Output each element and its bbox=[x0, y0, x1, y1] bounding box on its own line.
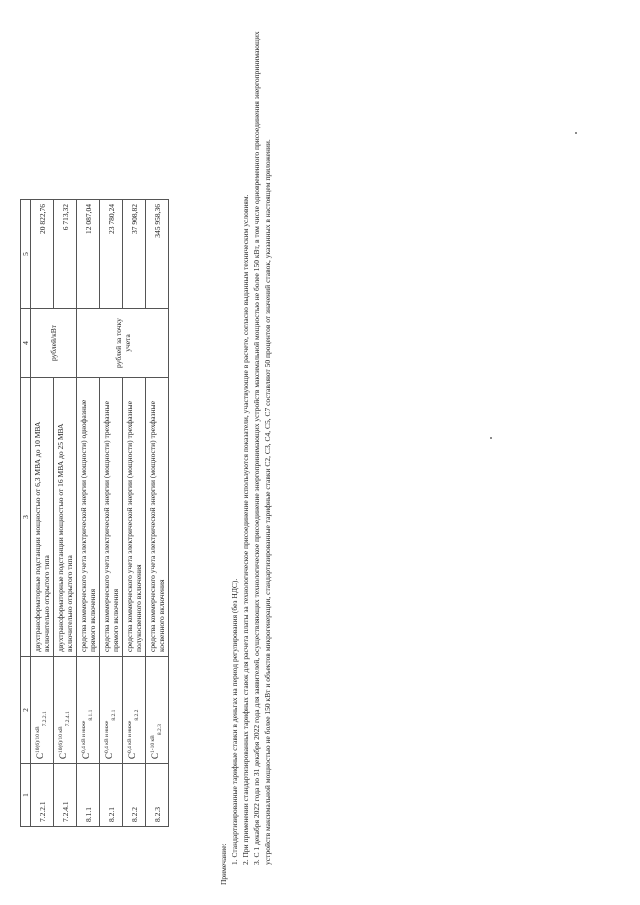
rate-symbol: $C^{10(6)/10 кВ}_{7.2.2.1}$ bbox=[31, 657, 54, 764]
row-value: 23 780,24 bbox=[100, 200, 123, 309]
table-row bbox=[146, 200, 169, 827]
rate-symbol: $C^{10(6)/10 кВ}_{7.2.4.1}$ bbox=[54, 657, 77, 764]
row-code: 8.1.1 bbox=[77, 764, 100, 827]
header-cell: 1 bbox=[21, 764, 31, 827]
rate-symbol: $C^{0,4 кВ и ниже}_{8.2.1}$ bbox=[100, 657, 123, 764]
table-row bbox=[123, 200, 146, 827]
header-cell: 3 bbox=[21, 378, 31, 657]
row-code: 8.2.2 bbox=[123, 764, 146, 827]
row-value: 20 822,76 bbox=[31, 200, 54, 309]
scan-speck bbox=[490, 437, 492, 439]
header-cell: 2 bbox=[21, 657, 31, 764]
row-code: 7.2.4.1 bbox=[54, 764, 77, 827]
row-description: средства коммерческого учета электрической энергии (мощности) трехфазные прямого включения bbox=[100, 378, 123, 657]
note-item: 2. При применении стандартизированных тарифных ставок для расчета платы за технологическое присоединение используются показатели, участвующие в расчете, согласно выданным техническим условиям. bbox=[241, 194, 250, 865]
row-description: двухтрансформаторные подстанции мощностью от 6,3 МВА до 10 МВА включительно открытого типа bbox=[31, 378, 54, 657]
table-row bbox=[54, 200, 77, 827]
row-value: 12 087,04 bbox=[77, 200, 100, 309]
row-code: 8.2.1 bbox=[100, 764, 123, 827]
row-value: 37 908,82 bbox=[123, 200, 146, 309]
rotated-page bbox=[20, 25, 620, 885]
note-item: 1. Стандартизированные тарифные ставки в деньгах на период регулирования (без НДС). bbox=[230, 578, 239, 865]
rate-symbol: $C^{0,4 кВ и ниже}_{8.2.2}$ bbox=[123, 657, 146, 764]
header-cell: 5 bbox=[21, 200, 31, 309]
notes-title: Примечание: bbox=[219, 843, 228, 885]
row-description: средства коммерческого учета электрической энергии (мощности) трехфазные косвенного включения bbox=[146, 378, 169, 657]
row-description: средства коммерческого учета электрической энергии (мощности) однофазные прямого включения bbox=[77, 378, 100, 657]
rate-symbol: $C^{0,4 кВ и ниже}_{8.1.1}$ bbox=[77, 657, 100, 764]
row-code: 8.2.3 bbox=[146, 764, 169, 827]
tariff-table bbox=[20, 199, 169, 827]
scan-speck bbox=[575, 132, 577, 134]
table-row bbox=[100, 200, 123, 827]
row-value: 6 713,32 bbox=[54, 200, 77, 309]
table-row bbox=[77, 200, 100, 827]
row-value: 345 958,36 bbox=[146, 200, 169, 309]
header-cell: 4 bbox=[21, 309, 31, 378]
unit-cell: рублей/кВт bbox=[31, 309, 77, 378]
table-header-row bbox=[21, 200, 31, 827]
row-code: 7.2.2.1 bbox=[31, 764, 54, 827]
notes-section bbox=[218, 30, 273, 885]
unit-cell: рублей за точку учета bbox=[77, 309, 169, 378]
row-description: двухтрансформаторные подстанции мощностью от 16 МВА до 25 МВА включительно открытого типа bbox=[54, 378, 77, 657]
note-item: 3. С 1 декабря 2022 года по 31 декабря 2022 года для заявителей, осуществляющих технологическое присоединение энергопринимающих устройств максимальной мощностью не более 150 кВт, в том числе одновременного присоединения энергопринимающих устройств максимальной мощностью не более 150 кВт и объектов микрогенерации, стандартизированные тарифные ставки С2, С3, С4, С5, С7 составляют 50 процентов от значений ставок, указанных в настоящем приложении. bbox=[252, 31, 272, 865]
table-row bbox=[31, 200, 54, 827]
row-description: средства коммерческого учета электрической энергии (мощности) трехфазные полукосвенного включения bbox=[123, 378, 146, 657]
rate-symbol: $C^{1-10 кВ}_{8.2.3}$ bbox=[146, 657, 169, 764]
